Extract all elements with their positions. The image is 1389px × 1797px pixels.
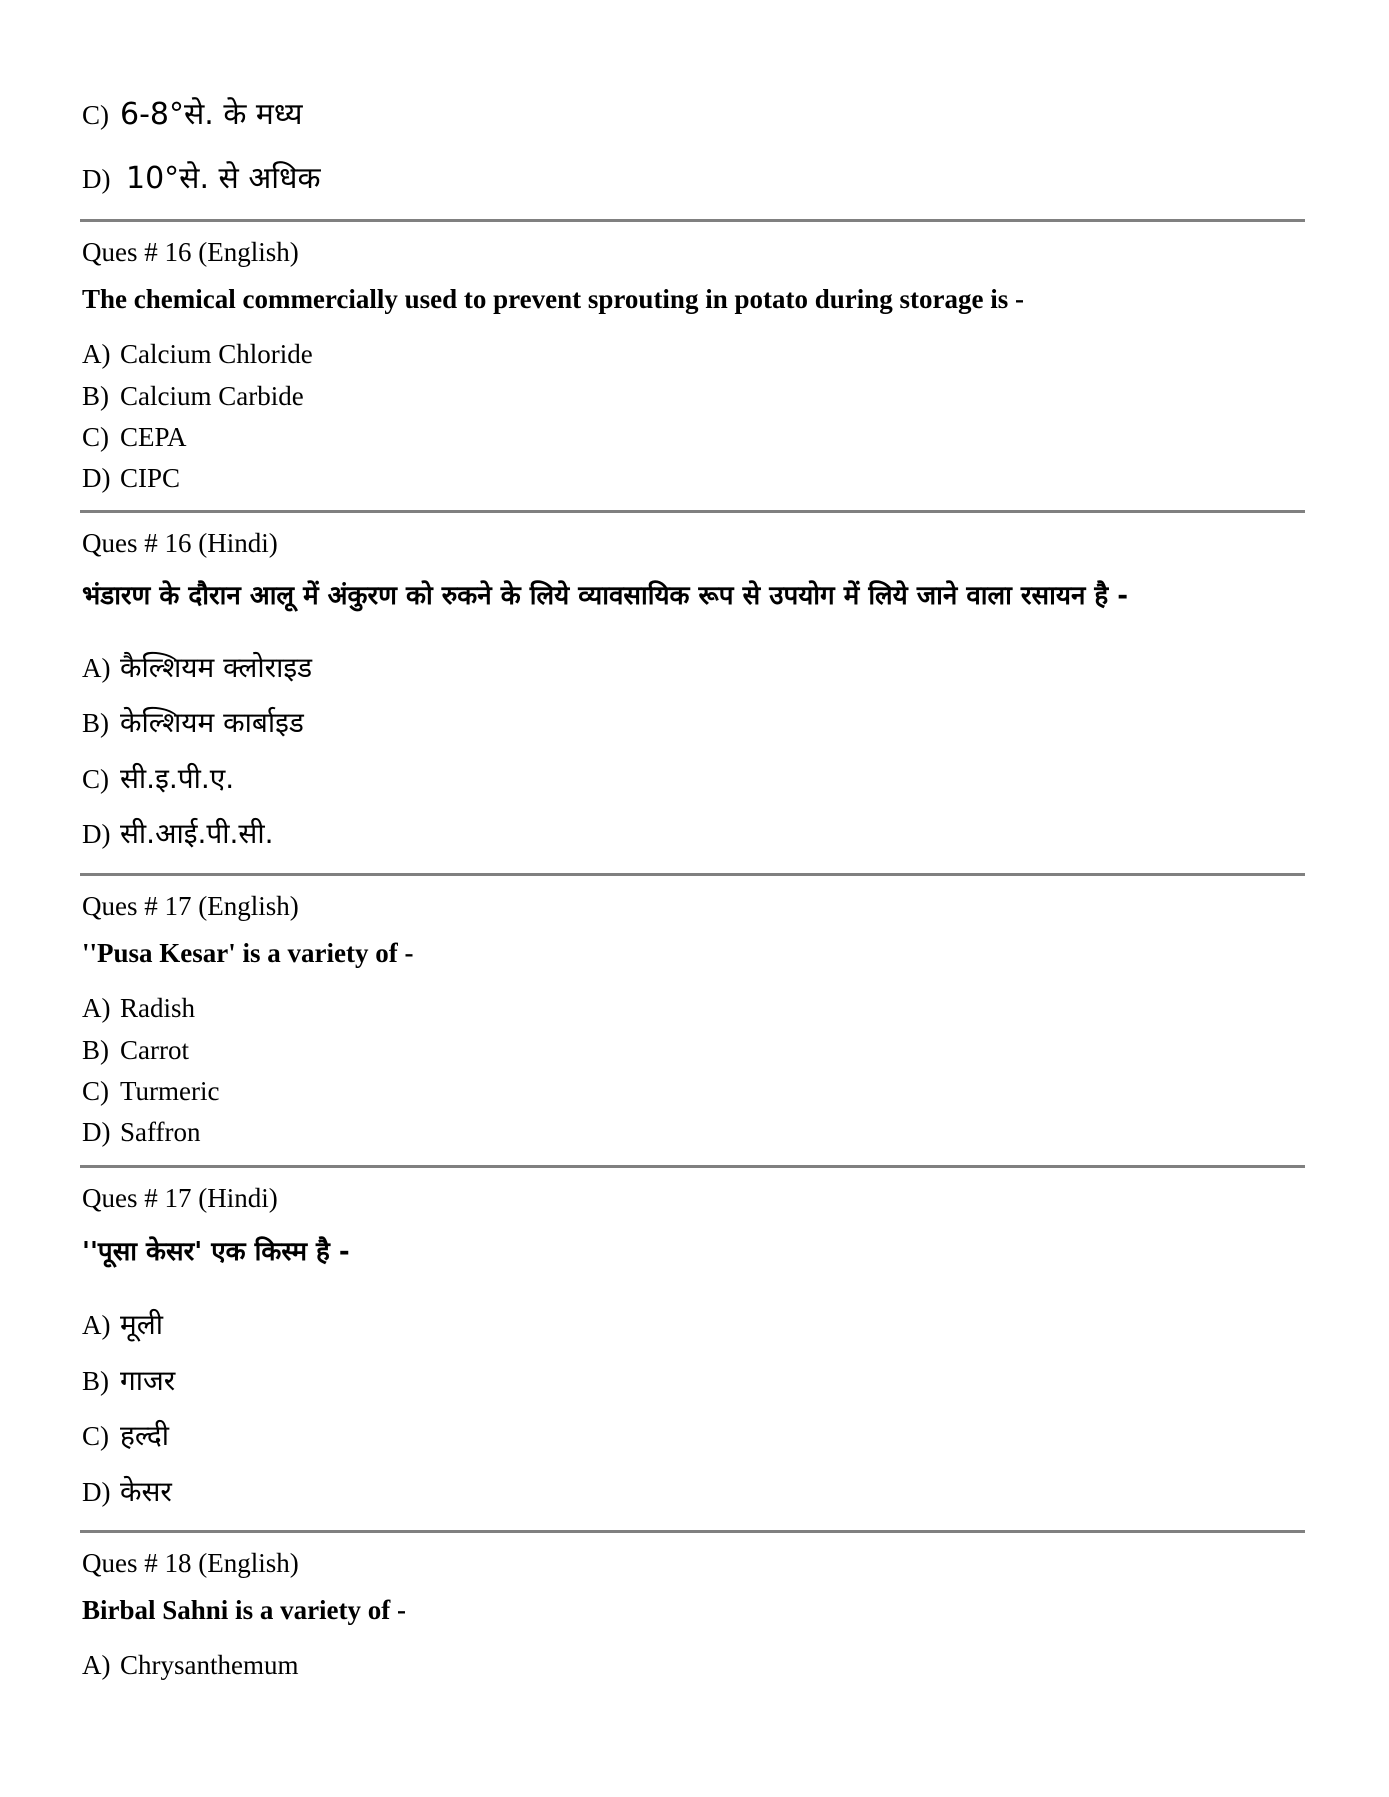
option-text: सी.आई.पी.सी. [120, 817, 274, 850]
option-text: हल्दी [120, 1419, 170, 1452]
option-text: गाजर [120, 1364, 176, 1397]
option-text: CIPC [120, 463, 181, 493]
option-c [82, 1075, 220, 1107]
option-text: 6-8°से. के मध्य [120, 97, 303, 132]
question-text: ''Pusa Kesar' is a variety of - [82, 938, 414, 968]
option-letter: C) [82, 100, 109, 130]
option-b [82, 380, 304, 412]
option-b [82, 1034, 189, 1066]
question-header: Ques # 16 (English) [82, 237, 299, 267]
divider [80, 1165, 1305, 1168]
option-letter: C) [82, 1421, 109, 1451]
question-header: Ques # 17 (Hindi) [82, 1183, 278, 1213]
option-d [82, 1472, 172, 1510]
question-header: Ques # 18 (English) [82, 1548, 299, 1578]
option-letter: D) [82, 164, 111, 194]
divider [80, 219, 1305, 222]
option-c [82, 1416, 169, 1454]
option-letter: D) [82, 1477, 111, 1507]
option-letter: C) [82, 422, 109, 452]
option-text: मूली [120, 1308, 163, 1341]
option-text: 10°से. से अधिक [126, 161, 321, 196]
option-text: Calcium Carbide [120, 381, 304, 411]
option-a [82, 992, 195, 1024]
option-letter: D) [82, 819, 111, 849]
option-a [82, 338, 313, 370]
option-letter: C) [82, 1076, 109, 1106]
option-b [82, 703, 304, 741]
option-d [82, 1116, 201, 1148]
option-letter: A) [82, 1310, 111, 1340]
option-text: Carrot [120, 1035, 189, 1065]
option-letter: D) [82, 1117, 111, 1147]
option-letter: D) [82, 463, 111, 493]
option-d [82, 462, 180, 494]
option-c [82, 759, 234, 797]
question-text: Birbal Sahni is a variety of - [82, 1595, 407, 1625]
option-text: CEPA [120, 422, 187, 452]
option-text: Chrysanthemum [120, 1650, 299, 1680]
option-letter: A) [82, 339, 111, 369]
option-letter: A) [82, 993, 111, 1023]
divider [80, 1530, 1305, 1533]
option-letter: C) [82, 764, 109, 794]
question-text: The chemical commercially used to prevent sprouting in potato during storage is - [82, 284, 1024, 314]
option-text: सी.इ.पी.ए. [120, 762, 235, 795]
divider [80, 873, 1305, 876]
option-letter: A) [82, 1650, 111, 1680]
question-text: ''पूसा केसर' एक किस्म है - [82, 1237, 350, 1267]
option-a [82, 1649, 298, 1681]
option-a [82, 648, 312, 686]
question-header: Ques # 17 (English) [82, 891, 299, 921]
option-text: Turmeric [120, 1076, 220, 1106]
option-text: कैल्शियम क्लोराइड [120, 651, 313, 684]
question-text: भंडारण के दौरान आलू में अंकुरण को रुकने के लिये व्यावसायिक रूप से उपयोग में लिये जाने वाला रसायन है - [82, 581, 1129, 611]
option-letter: B) [82, 1366, 109, 1396]
divider [80, 510, 1305, 513]
prev-option-c [82, 92, 303, 133]
option-letter: A) [82, 653, 111, 683]
option-text: केसर [120, 1475, 172, 1508]
option-letter: B) [82, 381, 109, 411]
option-text: Radish [120, 993, 196, 1023]
option-text: Saffron [120, 1117, 201, 1147]
option-c [82, 421, 187, 453]
option-letter: B) [82, 708, 109, 738]
option-text: Calcium Chloride [120, 339, 313, 369]
option-text: केल्शियम कार्बाइड [120, 706, 304, 739]
option-a [82, 1305, 163, 1343]
option-d [82, 814, 273, 852]
option-b [82, 1361, 175, 1399]
prev-option-d [82, 156, 321, 197]
question-header: Ques # 16 (Hindi) [82, 528, 278, 558]
option-letter: B) [82, 1035, 109, 1065]
